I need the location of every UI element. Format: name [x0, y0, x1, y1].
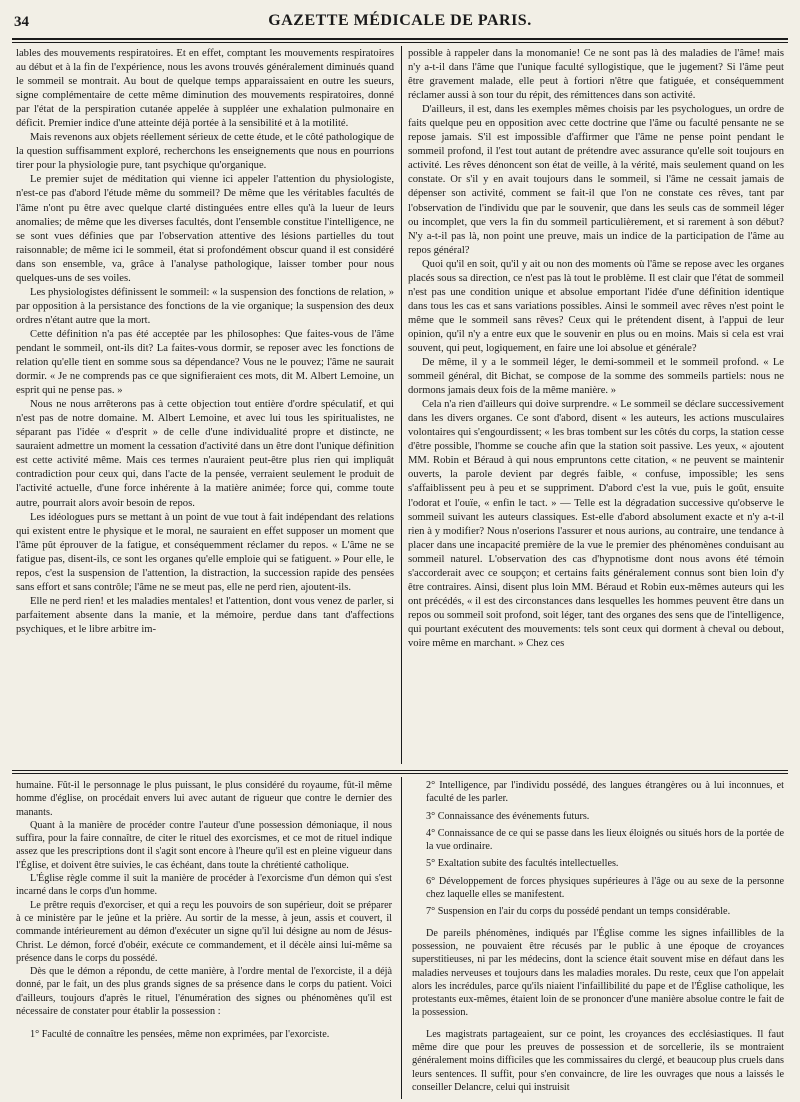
paragraph: Le premier sujet de méditation qui vienne ici appeler l'attention du physiologiste, n'est-ce pas d'abord l'étude même du sommeil? De même que les véritables facultés de l'âme n'ont pu être avec quelque clarté distinguées entre elles qu'à la lueur de leurs anomalies; de même que les diverses facultés, dont l'ensemble constitue l'intelligence, ne se sont vues définies que par l'observation attentive des lésions partielles du tout raisonnable; de même ici le sommeil, état si profondément obscur quand il est considéré dans son ensemble, va, grâce à l'analyse pathologique, laisser tomber pour nous quelques-uns de ses voiles.	[16, 174, 394, 284]
upper-left-column	[16, 47, 394, 762]
paragraph: De pareils phénomènes, indiqués par l'Église comme les signes infaillibles de la possession, ne pouvaient être récusés par le public à une époque de croyances superstitieuses, ni par les médecins, dont la science était souvent mise en défaut dans les maladies nerveuses et toujours dans les maladies morales. Du reste, ceux que l'on appelait alors les incrédules, parce qu'ils niaient l'infaillibilité du pape et de l'Église catholique, les protestants eux-mêmes, étaient loin de se prononcer d'une manière absolue contre le fait de la possession.	[412, 927, 784, 1019]
paragraph: Quoi qu'il en soit, qu'il y ait ou non des moments où l'âme se repose avec les organes placés sous sa direction, ce n'est pas là tout le problème. Il est clair que l'état de sommeil n'est pas une condition unique et absolue emportant l'idée d'une définition identique dans tous les cas et sans variations possibles. Ainsi le sommeil avec rêves n'est point le même que le sommeil sans rêves? Ceux qui le prétendent disent, à l'appui de leur opinion, qu'il n'y a entre eux que le souvenir en plus ou en moins. Mais si cela est vrai souvent, qui peut, logiquement, en faire une loi absolue et générale?	[408, 258, 784, 354]
paragraph: D'ailleurs, il est, dans les exemples mêmes choisis par les psychologues, un ordre de faits quelque peu en opposition avec cette doctrine que l'âme ou faculté pensante ne se repose jamais. S'il est impossible d'affirmer que l'âme ne pense point pendant le sommeil profond, il l'est tout autant de prétendre avec assurance qu'elle soit toujours en activité. Les rêves dénoncent son état de veille, à la vérité, mais seulement quand on les constate. Or s'il y en avait toujours dans le sommeil, si l'âme ne cessait jamais de dépenser son activité, comment se fait-il que l'on ne constate ces rêves, tant par l'observation de l'individu que par le souvenir, que dans les seuls cas de sommeil léger ou incomplet, que vers la fin du sommeil particulièrement, et si rarement à son début? N'y a-t-il pas là, non point une preuve, mais un indice de la participation de l'âme au repos général?	[408, 104, 784, 256]
paragraph: Nous ne nous arrêterons pas à cette objection tout entière d'ordre spéculatif, et qui n'est pas de notre domaine. M. Albert Lemoine, et avec lui tous les spiritualistes, ne séparant pas l'idée « d'esprit » de celle d'une individualité propre et distincte, ne sauraient admettre un moment la cessation d'activité dans un être dont l'unique définition est cette activité même. Mais ces termes n'auraient peut-être plus rien qui impliquât contradiction pour ceux qui, dans l'acte de la pensée, verraient seulement le produit de l'activité actuelle, d'une force inhérente à la matière animée; force qui, comme toute autre, pourrait alors avoir besoin de repos.	[16, 399, 394, 509]
paragraph: possible à rappeler dans la monomanie! Ce ne sont pas là des maladies de l'âme! mais n'y a-t-il dans l'âme que l'unique faculté syllogistique, que le jugement? Si l'âme peut être gravement malade, elle peut à fortiori n'être que fatiguée, et conséquemment réclamer aussi à son tour du répit, des rémittences dans son activité.	[408, 48, 784, 102]
paragraph: Les magistrats partageaient, sur ce point, les croyances des ecclésiastiques. Il faut même dire que pour les preuves de possession et de sorcellerie, ils se montraient généralement moins difficiles que les commissaires du clergé, et beaucoup plus cruels dans leurs sentences. Il suffit, pour s'en convaincre, de lire les ouvrages que nous a laissés le conseiller Delancre, celui qui instruisit	[412, 1028, 784, 1093]
paragraph: Mais revenons aux objets réellement sérieux de cette étude, et le côté pathologique de la question suffisamment exploré, recherchons les enseignements que nous en pourrions tirer pour la physiologie pure, tant psychique qu'organique.	[16, 132, 394, 172]
page-number: 34	[14, 14, 29, 30]
column-divider	[401, 46, 402, 764]
paragraph: humaine. Fût-il le personnage le plus puissant, le plus considéré du royaume, fût-il même homme d'église, on procédait envers lui avec autant de rigueur que contre le dernier des manants.	[16, 780, 392, 818]
section-rule	[12, 770, 788, 771]
list-item: 7° Suspension en l'air du corps du possédé pendant un temps considérable.	[426, 906, 731, 918]
header-rule-thin	[12, 42, 788, 43]
lower-left-column	[16, 779, 392, 1097]
list-item: 5° Exaltation subite des facultés intellectuelles.	[426, 858, 619, 870]
section-rule-thin	[12, 773, 788, 774]
paragraph: Cela n'a rien d'ailleurs qui doive surprendre. « Le sommeil se déclare successivement dans les divers organes. Ce sont d'abord, disent « les auteurs, les actions musculaires volontaires qui s'engourdissent; « les bras tombent sur les côtés du corps, la station cesse d'être possible, l'homme se couche afin que la station soit passive. Les yeux, « ajoutent MM. Robin et Béraud à qui nous empruntons cette citation, « ne peuvent se maintenir ouverts, la parole devient par degrés faible, « confuse, impossible; les sens s'affaiblissent peu à peu et se suppriment. D'abord c'est la vue, puis le goût, ensuite l'odorat et l'ouïe, « enfin le tact. » — Telle est la dégradation successive qu'observe le sommeil suivant les auteurs classiques. Est-elle d'abord absolument exacte et n'y a-t-il rien à y modifier? Nous n'oserions l'assurer et nous aurions, au contraire, une tendance à placer dans une incapacité première de la vue le premier des phénomènes conduisant au sommeil naturel. L'observation des cas d'hypnotisme dont nous avons été témoin s'accorderait avec ce soupçon; et certains faits généralement connus sont bien loin d'y être contraires. Ainsi, disent plus loin MM. Béraud et Robin eux-mêmes auteurs qui les ont précédés, « il est des circonstances dans lesquelles les hommes peuvent être dans un repos ou sommeil soit profond, soit léger, tant des organes des sens que de l'intelligence, qui pourtant exécutent des mouvements: tels sont ceux qui dorment à cheval ou debout, voire même en marchant. » Chez ces	[408, 399, 784, 649]
list-item: 2° Intelligence, par l'individu possédé, des langues étrangères ou à lui inconnues, et faculté de les parler.	[426, 780, 784, 805]
paragraph: Dès que le démon a répondu, de cette manière, à l'ordre mental de l'exorciste, il a déjà donné, par le fait, un des plus grands signes de sa présence dans le corps du patient. Voici d'ailleurs, toujours d'après le rituel, l'énumération des signes ou phénomènes qu'il est nécessaire de constater pour établir la possession :	[16, 966, 392, 1018]
list-item: 6° Développement de forces physiques supérieures à l'âge ou au sexe de la personne chez laquelle elles se manifestent.	[426, 875, 784, 901]
lower-right-column	[412, 779, 784, 1097]
paragraph: Les idéologues purs se mettant à un point de vue tout à fait indépendant des relations qui existent entre le physique et le moral, ne sauraient en effet supposer un moment que l'âme pût éprouver de la fatigue, et conséquemment réclamer du repos. « L'âme ne se fatigue pas, disent-ils, ce sont les organes qu'elle emploie qui se fatiguent. » Pour elle, le repos, c'est la suspension de l'attention, la distraction, la succession rapide des pensées sans effort et sans contrôle; l'âme ne se meut pas, elle ne perd rien, ajoutent-ils.	[16, 511, 394, 593]
paragraph: Quant à la manière de procéder contre l'auteur d'une possession démoniaque, il nous suffira, pour la faire connaître, de citer le rituel des exorcismes, et ce mot de rituel indique assez que les prescriptions dont il s'agit sont encore à l'heure qu'il est en pleine vigueur dans l'Église, et doivent être suivies, le cas échéant, dans toute la chrétienté catholique.	[16, 819, 392, 871]
list-item: 1° Faculté de connaître les pensées, même non exprimées, par l'exorciste.	[30, 1029, 330, 1041]
column-divider	[401, 777, 402, 1099]
list-item: 3° Connaissance des événements futurs.	[426, 810, 590, 822]
paragraph: Le prêtre requis d'exorciser, et qui a reçu les pouvoirs de son supérieur, doit se préparer à ce ministère par le jeûne et la prière. Au sortir de la messe, à jeun, assis et couvert, il commande intérieurement au démon d'exécuter un signe qu'il lui désigne au nom de Jésus-Christ. Le démon, forcé d'obéir, exécute ce commandement, et il décèle ainsi lui-même sa présence dans le corps du possédé.	[16, 899, 392, 964]
paragraph: Cette définition n'a pas été acceptée par les philosophes: Que faites-vous de l'âme pendant le sommeil, ont-ils dit? La faites-vous dormir, se reposer avec les fonctions de relation qu'elle tient en somme sous sa dépendance? Vous ne le pouvez; l'âme ne saurait dormir. « Je ne comprends pas ce que signifieraient ces mots, dit M. Albert Lemoine, un esprit qui ne pense pas. »	[16, 328, 394, 397]
paragraph: Elle ne perd rien! et les maladies mentales! et l'attention, dont vous venez de parler, si parfaitement absente dans la manie, et la mémoire, perdue dans tant d'affections psychiques, et le libre arbitre im-	[16, 595, 394, 635]
paragraph: lables des mouvements respiratoires. Et en effet, comptant les mouvements respiratoires au début et à la fin de l'expérience, nous les avons trouvés généralement diminués quand le sommeil se montrait. Au bout de quelque temps apparaissaient en outre les sueurs, signe complémentaire de cette même diminution des mouvements respiratoires, donné par l'état de la perspiration cutanée appelée à suppléer une exhalation pulmonaire en déficit. Premier indice d'une atteinte déjà portée à la sensibilité et à la motilité.	[16, 48, 394, 130]
upper-right-column	[408, 47, 784, 762]
paragraph: De même, il y a le sommeil léger, le demi-sommeil et le sommeil profond. « Le sommeil général, dit Bichat, se compose de la somme des sommeils partiels: nous ne dormons jamais deux fois de la même manière. »	[408, 357, 784, 397]
header-rule	[12, 38, 788, 40]
paragraph: L'Église règle comme il suit la manière de procéder à l'exorcisme d'un démon qui s'est incarné dans le corps d'un homme.	[16, 873, 392, 898]
journal-title: GAZETTE MÉDICALE DE PARIS.	[268, 12, 532, 29]
paragraph: Les physiologistes définissent le sommeil: « la suspension des fonctions de relation, » par opposition à la persistance des fonctions de la vie organique; la suspension des deux ordres n'étant autre que la mort.	[16, 286, 394, 326]
list-item: 4° Connaissance de ce qui se passe dans les lieux éloignés ou situés hors de la portée de la vue ordinaire.	[426, 827, 784, 853]
